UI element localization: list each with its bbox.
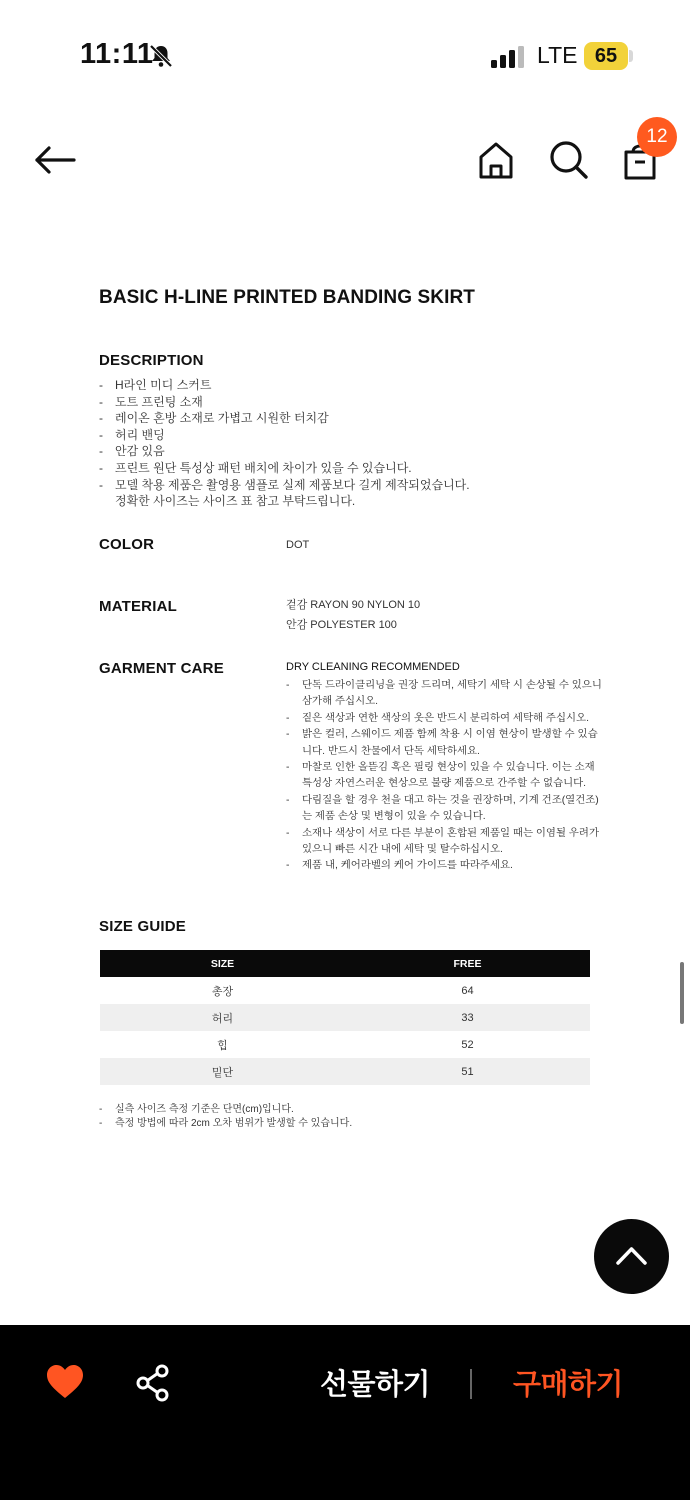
- material-label: MATERIAL: [99, 598, 177, 615]
- list-item: - 단독 드라이클리닝을 권장 드리며, 세탁기 세탁 시 손상될 수 있으니 삼가해 주십시오.: [286, 678, 606, 711]
- list-item: - H라인 미디 스커트: [99, 377, 470, 394]
- share-icon[interactable]: [135, 1364, 171, 1402]
- description-list: [99, 377, 470, 510]
- list-item: - 측정 방법에 따라 2cm 오차 범위가 발생할 수 있습니다.: [99, 1117, 352, 1131]
- cart-count-badge: 12: [637, 117, 677, 157]
- list-item: - 소재나 색상이 서로 다른 부분이 혼합된 제품일 때는 이염될 우려가 있으니 빠른 시간 내에 세탁 및 탈수하십시오.: [286, 826, 606, 859]
- gift-button[interactable]: 선물하기: [320, 1362, 430, 1403]
- list-item: - 제품 내, 케어라벨의 케어 가이드를 따라주세요.: [286, 858, 606, 874]
- size-measure: 힙: [217, 1039, 228, 1052]
- network-type: LTE: [537, 42, 578, 68]
- size-value: 52: [461, 1038, 474, 1051]
- status-time: 11:11: [80, 38, 154, 70]
- column-header: FREE: [345, 950, 590, 977]
- size-measure: 총장: [211, 985, 234, 998]
- product-title: BASIC H-LINE PRINTED BANDING SKIRT: [99, 287, 476, 308]
- table-row: [100, 1058, 590, 1085]
- scrollbar-thumb[interactable]: [680, 962, 684, 1024]
- scroll-top-button[interactable]: [594, 1219, 669, 1294]
- list-item: - 안감 있음: [99, 443, 470, 460]
- bottom-action-bar: [0, 1325, 690, 1500]
- battery-level: 65: [584, 42, 628, 70]
- home-button[interactable]: [471, 135, 521, 185]
- description-continuation: 정확한 사이즈는 사이즈 표 참고 부탁드립니다.: [115, 494, 356, 509]
- battery-tip: [629, 50, 633, 62]
- list-item: - 모델 착용 제품은 촬영용 샘플로 실제 제품보다 길게 제작되었습니다.: [99, 477, 470, 494]
- list-item: - 레이온 혼방 소재로 가볍고 시원한 터치감: [99, 410, 470, 427]
- bell-muted-icon: [148, 43, 174, 69]
- garment-care-list: [286, 678, 606, 875]
- search-button[interactable]: [543, 135, 593, 185]
- size-value: 64: [461, 984, 474, 997]
- table-row: [100, 977, 590, 1004]
- list-item: - 프린트 원단 특성상 패턴 배치에 차이가 있을 수 있습니다.: [99, 460, 470, 477]
- column-header: SIZE: [100, 950, 345, 977]
- chevron-up-icon: [594, 1219, 669, 1294]
- list-item: - 도트 프린팅 소재: [99, 394, 470, 411]
- garment-care-label: GARMENT CARE: [99, 660, 224, 677]
- size-notes: [99, 1103, 352, 1130]
- list-item: - 허리 밴딩: [99, 427, 470, 444]
- list-item: - 밝은 컬러, 스웨이드 제품 함께 착용 시 이염 현상이 발생할 수 있습니다. 반드시 찬물에서 단독 세탁하세요.: [286, 727, 606, 760]
- garment-care-heading: DRY CLEANING RECOMMENDED: [286, 661, 460, 673]
- buy-button[interactable]: 구매하기: [513, 1362, 623, 1403]
- table-row: [100, 1031, 590, 1058]
- list-item: - 다림질을 할 경우 천을 대고 하는 것을 권장하며, 기계 건조(열건조)는 제품 손상 및 변형이 있을 수 있습니다.: [286, 793, 606, 826]
- search-icon: [543, 135, 593, 185]
- description-label: DESCRIPTION: [99, 352, 204, 369]
- size-measure: 밑단: [100, 1058, 345, 1085]
- material-outer: 겉감 RAYON 90 NYLON 10: [286, 599, 421, 611]
- color-value: DOT: [286, 539, 310, 551]
- list-item: - 실측 사이즈 측정 기준은 단면(cm)입니다.: [99, 1103, 352, 1117]
- list-item: - 마찰로 인한 올뜯김 혹은 필링 현상이 있을 수 있습니다. 이는 소재 특성상 자연스러운 현상으로 불량 제품으로 간주할 수 없습니다.: [286, 760, 606, 793]
- signal-icon: [491, 46, 525, 68]
- size-measure: 허리: [100, 1004, 345, 1031]
- color-label: COLOR: [99, 536, 155, 553]
- table-header-row: [100, 950, 590, 977]
- heart-icon[interactable]: [46, 1364, 84, 1400]
- top-navigation: [0, 120, 690, 200]
- size-value: 51: [345, 1058, 590, 1085]
- material-lining: 안감 POLYESTER 100: [286, 619, 397, 631]
- size-value: 33: [345, 1004, 590, 1031]
- status-bar: [0, 0, 690, 110]
- arrow-left-icon: [30, 135, 80, 185]
- size-guide-label: SIZE GUIDE: [99, 918, 187, 935]
- size-table: [100, 950, 590, 1085]
- divider: [470, 1369, 472, 1399]
- table-row: [100, 1004, 590, 1031]
- back-button[interactable]: [30, 135, 80, 185]
- home-icon: [471, 135, 521, 185]
- list-item: - 짙은 색상과 연한 색상의 옷은 반드시 분리하여 세탁해 주십시오.: [286, 711, 606, 727]
